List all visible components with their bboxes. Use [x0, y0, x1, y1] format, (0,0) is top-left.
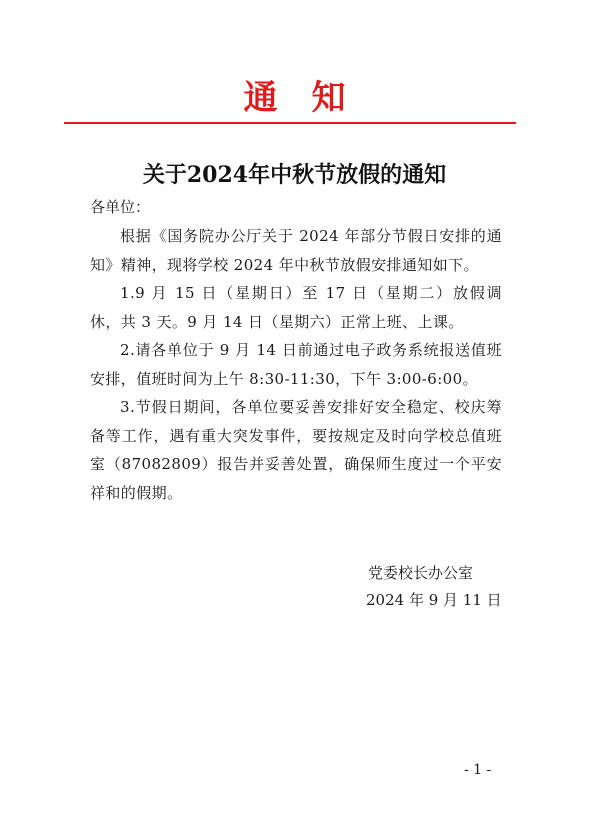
issue-date: 2024 年 9 月 11 日 — [366, 591, 502, 609]
header-char-tong: 通 — [243, 78, 278, 118]
issuing-office: 党委校长办公室 — [368, 564, 474, 582]
paragraph-intro: 根据《国务院办公厅关于 2024 年部分节假日安排的通知》精神，现将学校 2024 年中秋节放假安排通知如下。 — [90, 227, 502, 274]
header-char-zhi: 知 — [311, 78, 346, 118]
paragraph-item-1: 1.9 月 15 日（星期日）至 17 日（星期二）放假调休，共 3 天。9 月 14 日（星期六）正常上班、上课。 — [90, 284, 502, 331]
notice-header — [0, 78, 589, 118]
paragraph-item-2: 2.请各单位于 9 月 14 日前通过电子政务系统报送值班安排，值班时间为上午 8:30-11:30，下午 3:00-6:00。 — [90, 341, 502, 388]
salutation: 各单位： — [90, 198, 151, 216]
document-body — [90, 222, 502, 507]
paragraph-item-3: 3.节假日期间，各单位要妥善安排好安全稳定、校庆筹备等工作，遇有重大突发事件，要按规定及时向学校总值班室（87082809）报告并妥善处置，确保师生度过一个平安祥和的假期。 — [90, 398, 502, 502]
red-divider — [64, 122, 516, 124]
signature-block — [368, 560, 502, 614]
document-title: 关于2024年中秋节放假的通知 — [142, 162, 447, 188]
page-number: - 1 - — [464, 762, 492, 778]
